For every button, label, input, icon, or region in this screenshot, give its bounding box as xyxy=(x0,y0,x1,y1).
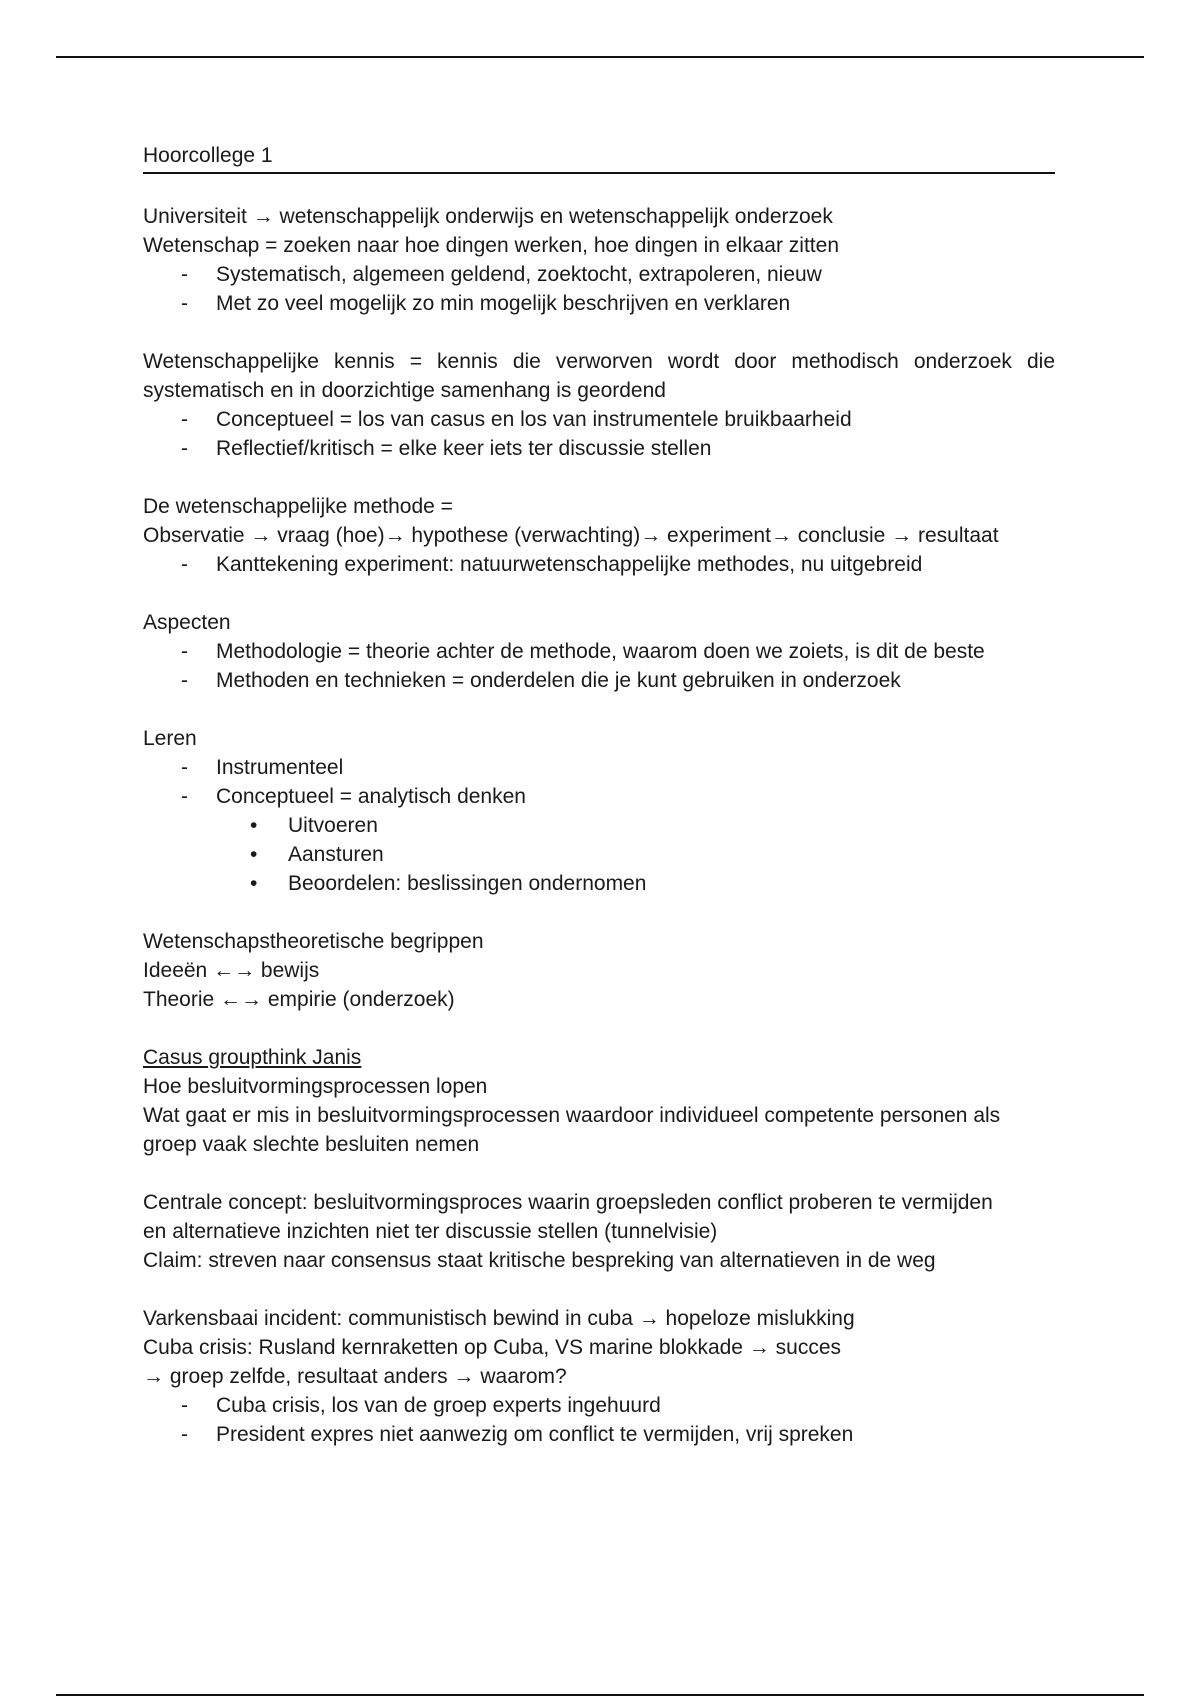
section-aspecten xyxy=(143,608,1055,695)
text-line: → groep zelfde, resultaat anders → waarom? xyxy=(143,1365,567,1388)
text-line: Wat gaat er mis in besluitvormingsprocessen waardoor individueel competente personen als xyxy=(143,1104,1001,1127)
text-line: Centrale concept: besluitvormingsproces waarin groepsleden conflict proberen te vermijden xyxy=(143,1191,993,1214)
text-line: Wetenschappelijke kennis = kennis die verworven wordt door methodisch onderzoek die xyxy=(143,350,1055,373)
footer-rule xyxy=(56,1694,1144,1696)
bullet-list-item: • Aansturen xyxy=(143,840,1055,869)
page-title: Hoorcollege 1 xyxy=(143,141,1055,174)
dash-list-item: - Conceptueel = analytisch denken xyxy=(143,782,1055,811)
dash-list-item: - Cuba crisis, los van de groep experts ingehuurd xyxy=(143,1391,1055,1420)
dash-list-item: - President expres niet aanwezig om conflict te vermijden, vrij spreken xyxy=(143,1420,1055,1449)
text-line: Observatie → vraag (hoe)→ hypothese (verwachting)→ experiment→ conclusie → resultaat xyxy=(143,524,999,547)
section-leren xyxy=(143,724,1055,898)
dash-list-item: - Conceptueel = los van casus en los van instrumentele bruikbaarheid xyxy=(143,405,1055,434)
text-line: De wetenschappelijke methode = xyxy=(143,495,453,518)
text-line: systematisch en in doorzichtige samenhang is geordend xyxy=(143,379,666,402)
text-line: Claim: streven naar consensus staat kritische bespreking van alternatieven in de weg xyxy=(143,1249,936,1272)
text-line: Cuba crisis: Rusland kernraketten op Cuba, VS marine blokkade → succes xyxy=(143,1336,842,1359)
section-begrippen xyxy=(143,927,1055,1014)
text-line: Wetenschap = zoeken naar hoe dingen werken, hoe dingen in elkaar zitten xyxy=(143,234,840,257)
section-heading: Casus groupthink Janis xyxy=(143,1046,362,1069)
dash-list-item: - Methodologie = theorie achter de methode, waarom doen we zoiets, is dit de beste xyxy=(143,637,1055,666)
text-line: en alternatieve inzichten niet ter discussie stellen (tunnelvisie) xyxy=(143,1220,718,1243)
dash-list-item: - Systematisch, algemeen geldend, zoektocht, extrapoleren, nieuw xyxy=(143,260,1055,289)
dash-list-item: - Methoden en technieken = onderdelen die je kunt gebruiken in onderzoek xyxy=(143,666,1055,695)
section-heading: Aspecten xyxy=(143,611,231,634)
section-kennis xyxy=(143,347,1055,463)
text-line: Wetenschapstheoretische begrippen xyxy=(143,930,484,953)
bullet-list-item: • Uitvoeren xyxy=(143,811,1055,840)
text-line: Ideeën ←→ bewijs xyxy=(143,959,320,982)
text-line: Hoe besluitvormingsprocessen lopen xyxy=(143,1075,488,1098)
dash-list-item: - Reflectief/kritisch = elke keer iets ter discussie stellen xyxy=(143,434,1055,463)
section-heading: Leren xyxy=(143,727,197,750)
section-concept xyxy=(143,1188,1055,1275)
text-line: Theorie ←→ empirie (onderzoek) xyxy=(143,988,455,1011)
header-rule xyxy=(56,56,1144,58)
text-line: Universiteit → wetenschappelijk onderwijs en wetenschappelijk onderzoek xyxy=(143,205,833,228)
section-methode xyxy=(143,492,1055,579)
section-casus xyxy=(143,1043,1055,1159)
document-body xyxy=(143,141,1055,1478)
dash-list-item: - Kanttekening experiment: natuurwetenschappelijke methodes, nu uitgebreid xyxy=(143,550,1055,579)
text-line: groep vaak slechte besluiten nemen xyxy=(143,1133,480,1156)
dash-list-item: - Met zo veel mogelijk zo min mogelijk beschrijven en verklaren xyxy=(143,289,1055,318)
section-universiteit xyxy=(143,202,1055,318)
section-varkensbaai xyxy=(143,1304,1055,1449)
dash-list-item: - Instrumenteel xyxy=(143,753,1055,782)
text-line: Varkensbaai incident: communistisch bewind in cuba → hopeloze mislukking xyxy=(143,1307,855,1330)
bullet-list-item: • Beoordelen: beslissingen ondernomen xyxy=(143,869,1055,898)
